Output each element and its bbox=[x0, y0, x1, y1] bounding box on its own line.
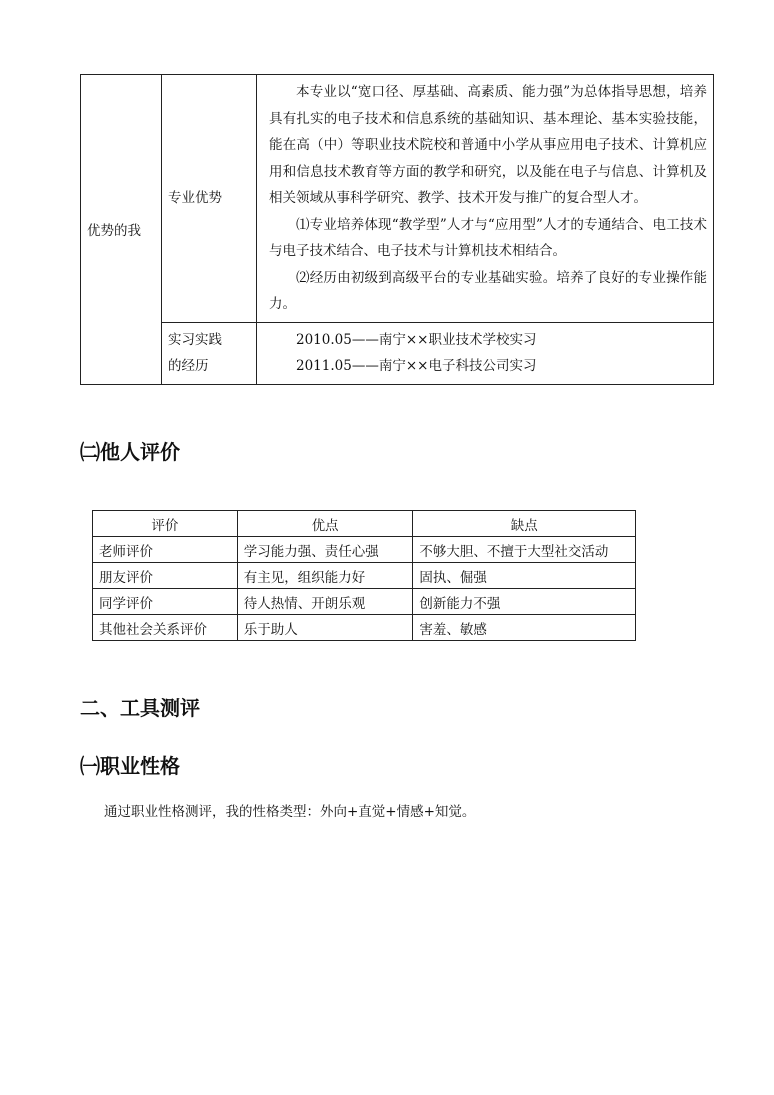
others-evaluation-heading: ㈡他人评价 bbox=[80, 440, 180, 464]
practice-label-line2: 的经历 bbox=[168, 358, 209, 374]
strength-cell: 待人热情、开朗乐观 bbox=[237, 589, 413, 615]
major-advantage-content bbox=[257, 75, 714, 323]
strength-cell: 乐于助人 bbox=[237, 615, 413, 641]
header-evaluation: 评价 bbox=[93, 511, 238, 537]
weakness-cell: 创新能力不强 bbox=[413, 589, 636, 615]
career-personality-heading: ㈠职业性格 bbox=[80, 754, 180, 778]
tools-assessment-heading: 二、工具测评 bbox=[80, 696, 200, 720]
practice-item-1: 2010.05——南宁××职业技术学校实习 bbox=[296, 331, 537, 348]
evaluator-cell: 朋友评价 bbox=[93, 563, 238, 589]
header-strengths: 优点 bbox=[237, 511, 413, 537]
table-row bbox=[93, 537, 636, 563]
major-point-2: ⑵经历由初级到高级平台的专业基础实验。培养了良好的专业操作能力。 bbox=[269, 269, 707, 312]
table-row bbox=[93, 589, 636, 615]
practice-label bbox=[162, 322, 257, 384]
weakness-cell: 不够大胆、不擅于大型社交活动 bbox=[413, 537, 636, 563]
weakness-cell: 害羞、敏感 bbox=[413, 615, 636, 641]
weakness-cell: 固执、倔强 bbox=[413, 563, 636, 589]
header-weaknesses: 缺点 bbox=[413, 511, 636, 537]
evaluation-header-row bbox=[93, 511, 636, 537]
major-point-1: ⑴专业培养体现“教学型”人才与“应用型”人才的专通结合、电工技术与电子技术结合、电子技术与计算机技术相结合。 bbox=[269, 216, 707, 259]
evaluator-cell: 其他社会关系评价 bbox=[93, 615, 238, 641]
strength-cell: 学习能力强、责任心强 bbox=[237, 537, 413, 563]
practice-content bbox=[257, 322, 714, 384]
evaluator-cell: 同学评价 bbox=[93, 589, 238, 615]
evaluation-table bbox=[92, 510, 636, 641]
strength-cell: 有主见，组织能力好 bbox=[237, 563, 413, 589]
evaluator-cell: 老师评价 bbox=[93, 537, 238, 563]
table-row bbox=[93, 615, 636, 641]
major-intro: 本专业以“宽口径、厚基础、高素质、能力强”为总体指导思想，培养具有扎实的电子技术和信息系统的基础知识、基本理论、基本实验技能，能在高（中）等职业技术院校和普通中小学从事应用电子技术、计算机应用和信息技术教育等方面的教学和研究，以及能在电子与信息、计算机及相关领域从事科学研究、教学、技术开发与推广的复合型人才。 bbox=[269, 84, 707, 206]
advantages-row-label: 优势的我 bbox=[81, 75, 162, 385]
career-personality-text: 通过职业性格测评，我的性格类型：外向+直觉+情感+知觉。 bbox=[104, 804, 476, 820]
major-advantage-label: 专业优势 bbox=[162, 75, 257, 323]
table-row bbox=[93, 563, 636, 589]
practice-label-line1: 实习实践 bbox=[168, 332, 222, 348]
practice-item-2: 2011.05——南宁××电子科技公司实习 bbox=[296, 358, 537, 374]
advantages-table bbox=[80, 74, 714, 385]
